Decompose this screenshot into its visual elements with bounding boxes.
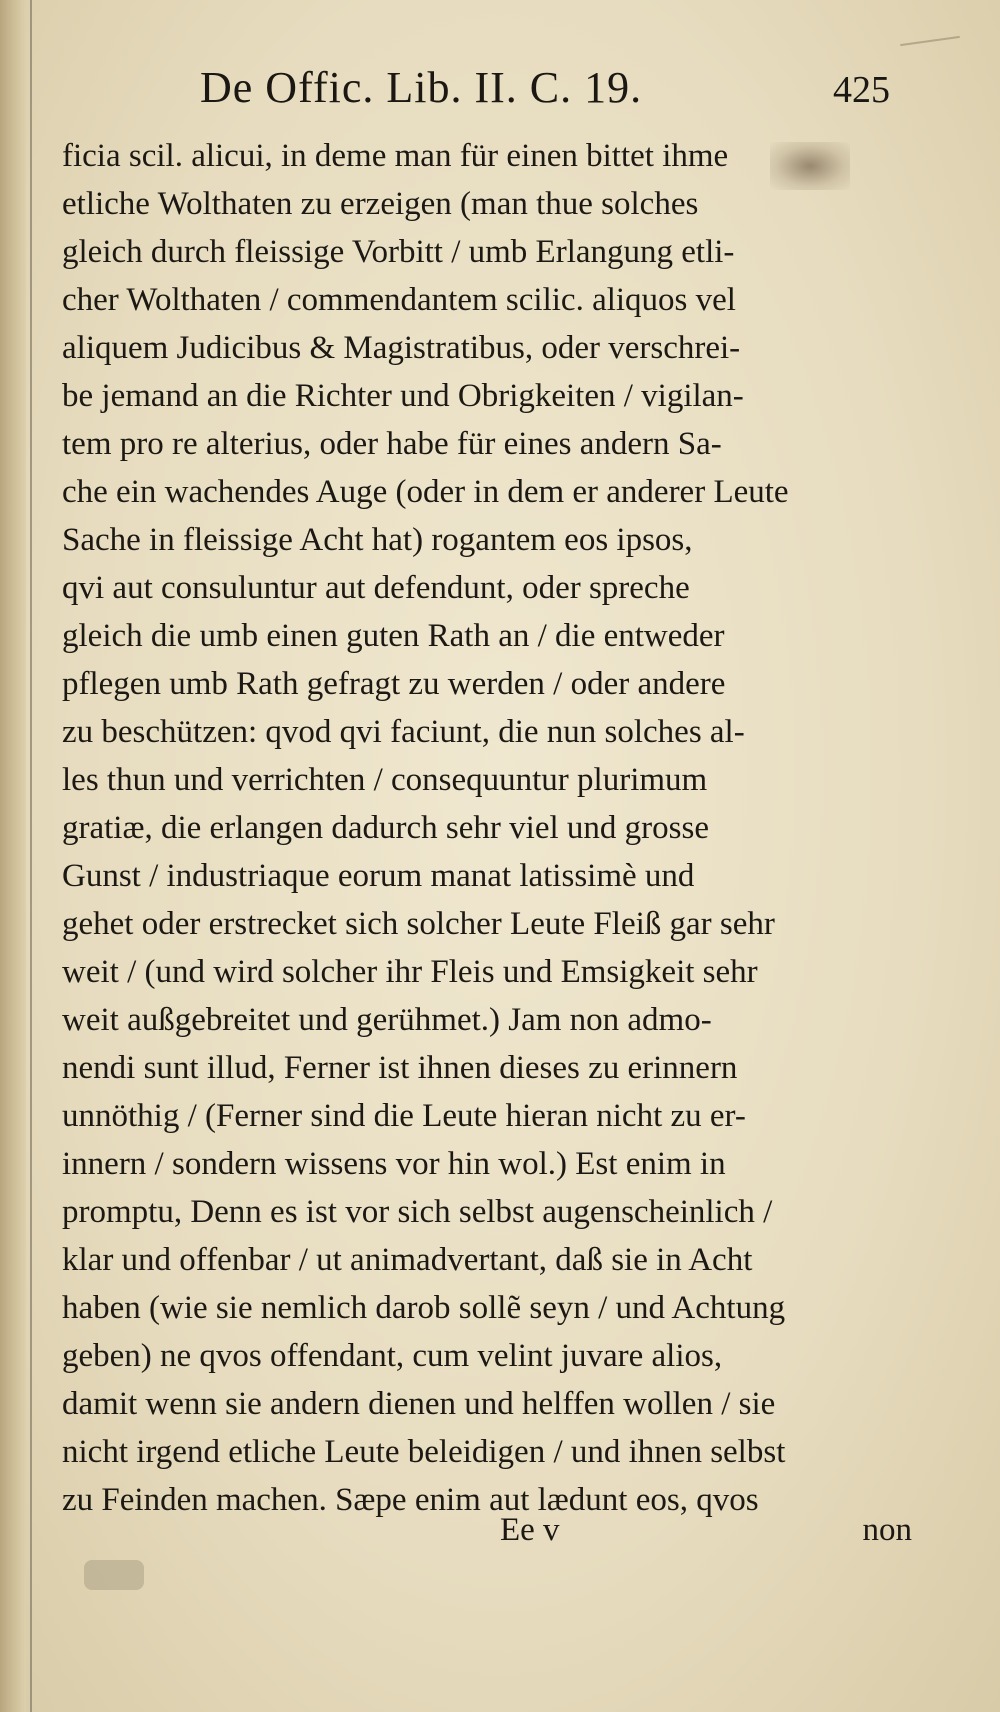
text-line: weit / (und wird solcher ihr Fleis und Emsigkeit sehr [62,954,758,990]
running-title: De Offic. Lib. II. C. 19. [200,63,643,112]
text-line: damit wenn sie andern dienen und helffen wollen / sie [62,1386,776,1422]
text-line: tem pro re alterius, oder habe für eines andern Sa- [62,426,722,462]
text-line: gleich die umb einen guten Rath an / die entweder [62,618,725,654]
text-line: aliquem Judicibus & Magistratibus, oder verschrei- [62,330,741,366]
text-line: klar und offenbar / ut animadvertant, daß sie in Acht [62,1242,753,1278]
text-line: unnöthig / (Ferner sind die Leute hieran nicht zu er- [62,1098,746,1134]
page-mark [900,36,960,46]
text-line: gleich durch fleissige Vorbitt / umb Erlangung etli- [62,234,735,270]
signature-mark: Ee v [500,1512,560,1548]
gutter-line [30,0,32,1712]
catchword: non [862,1512,912,1548]
text-line: innern / sondern wissens vor hin wol.) Est enim in [62,1146,726,1182]
text-line: gratiæ, die erlangen dadurch sehr viel und grosse [62,810,709,846]
text-line: zu beschützen: qvod qvi faciunt, die nun solches al- [62,714,745,750]
text-line: haben (wie sie nemlich darob sollẽ seyn / und Achtung [62,1290,786,1326]
text-line: cher Wolthaten / commendantem scilic. aliquos vel [62,282,736,318]
text-line: gehet oder erstrecket sich solcher Leute Fleiß gar sehr [62,906,775,942]
text-line: Sache in fleissige Acht hat) rogantem eos ipsos, [62,522,693,558]
text-line: les thun und verrichten / consequuntur plurimum [62,762,708,798]
text-line: qvi aut consuluntur aut defendunt, oder spreche [62,570,690,606]
text-line: ficia scil. alicui, in deme man für einen bittet ihme [62,138,729,174]
text-line: geben) ne qvos offendant, cum velint juvare alios, [62,1338,723,1374]
text-line: che ein wachendes Auge (oder in dem er anderer Leute [62,474,789,510]
page-footer [62,1512,912,1562]
text-line: zu Feinden machen. Sæpe enim aut lædunt eos, qvos [62,1482,759,1518]
text-line: Gunst / industriaque eorum manat latissimè und [62,858,695,894]
text-line: etliche Wolthaten zu erzeigen (man thue solches [62,186,699,222]
running-head [200,62,920,122]
text-line: nendi sunt illud, Ferner ist ihnen dieses zu erinnern [62,1050,738,1086]
text-line: be jemand an die Richter und Obrigkeiten / vigilan- [62,378,744,414]
text-line: pflegen umb Rath gefragt zu werden / oder andere [62,666,726,702]
page-number: 425 [833,69,890,111]
text-line: nicht irgend etliche Leute beleidigen / und ihnen selbst [62,1434,786,1470]
book-binding [0,0,26,1712]
body-text [62,132,912,1524]
text-line: weit außgebreitet und gerühmet.) Jam non admo- [62,1002,712,1038]
text-line: promptu, Denn es ist vor sich selbst augenscheinlich / [62,1194,773,1230]
show-through-mark [84,1560,144,1590]
